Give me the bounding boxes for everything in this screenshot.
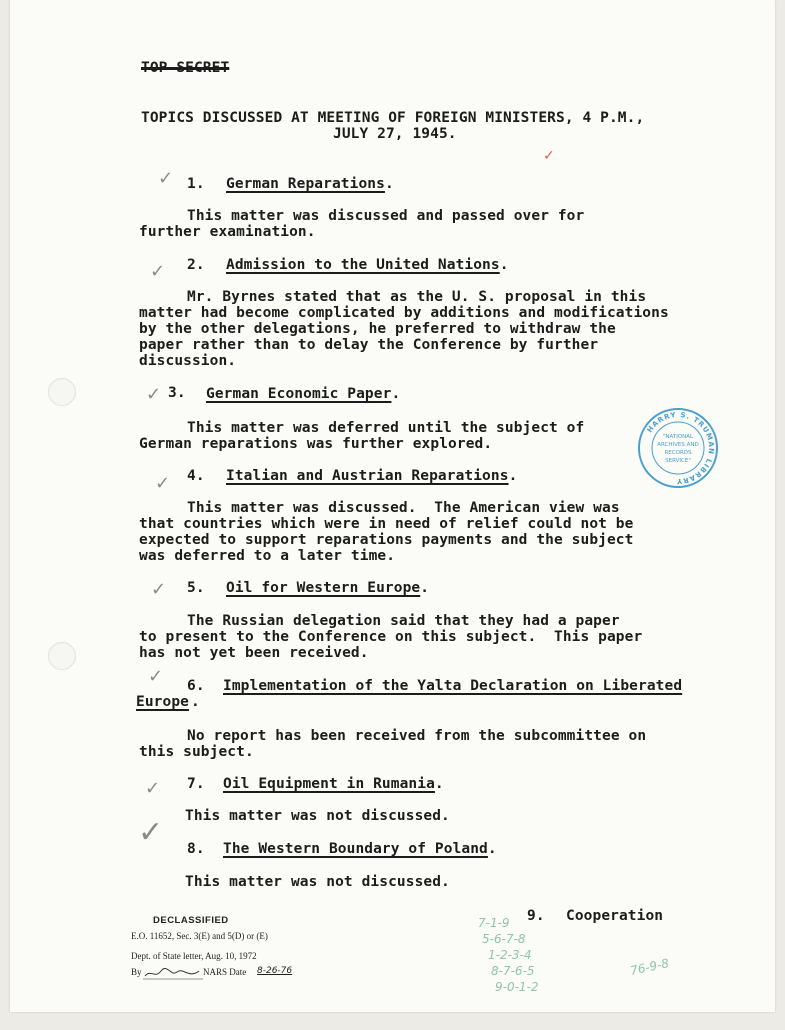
item-body-line: This matter was not discussed. bbox=[185, 874, 450, 890]
item-title-period: . bbox=[434, 776, 444, 792]
pencil-note: 7-1-9 bbox=[478, 916, 510, 930]
document-title-line-2: JULY 27, 1945. bbox=[333, 126, 457, 142]
item-number: 2. bbox=[187, 257, 205, 273]
item-body-line: matter had become complicated by additions and modifications bbox=[139, 305, 669, 321]
document-page bbox=[10, 0, 775, 1012]
hole-punch bbox=[48, 642, 76, 670]
item-title: The Western Boundary of Poland. bbox=[223, 841, 497, 857]
checkmark-icon: ✓ bbox=[155, 473, 171, 494]
item-title: Europe bbox=[136, 694, 189, 710]
checkmark-icon: ✓ bbox=[150, 261, 166, 282]
item-body-line: No report has been received from the subcommittee on bbox=[187, 728, 647, 744]
item-number: 5. bbox=[187, 580, 205, 596]
item-number: 7. bbox=[187, 776, 205, 792]
declassified-authority: E.O. 11652, Sec. 3(E) and 5(D) or (E) bbox=[131, 931, 268, 941]
hole-punch bbox=[48, 378, 76, 406]
item-number: 4. bbox=[187, 468, 205, 484]
item-body-line: This matter was deferred until the subject of bbox=[187, 420, 585, 436]
stamp-line-4: SERVICE" bbox=[665, 458, 691, 464]
declassified-signature-line bbox=[131, 967, 331, 981]
item-body-line: has not yet been received. bbox=[139, 645, 369, 661]
item-number: 6. bbox=[187, 678, 205, 694]
declassified-date: 8-26-76 bbox=[257, 966, 293, 976]
declassified-nars-label: NARS Date bbox=[203, 967, 247, 977]
item-body-line: Mr. Byrnes stated that as the U. S. proposal in this bbox=[187, 289, 647, 305]
item-body-line: German reparations was further explored. bbox=[139, 436, 493, 452]
document-title-line-1: TOPICS DISCUSSED AT MEETING OF FOREIGN MINISTERS, 4 P.M., bbox=[141, 110, 645, 126]
item-title: Cooperation bbox=[566, 908, 664, 924]
pencil-note: 9-0-1-2 bbox=[495, 980, 539, 994]
item-title-period: . bbox=[420, 580, 430, 596]
item-body-line: that countries which were in need of relief could not be bbox=[139, 516, 634, 532]
item-number: 9. bbox=[527, 908, 545, 924]
item-title-period: . bbox=[508, 468, 518, 484]
item-body-line: paper rather than to delay the Conference by further bbox=[139, 337, 599, 353]
stamp-line-3: RECORDS bbox=[664, 450, 692, 456]
classification-marking: TOP SECRET bbox=[141, 60, 230, 76]
checkmark-icon: ✓ bbox=[146, 384, 162, 405]
item-body-line: was deferred to a later time. bbox=[139, 548, 396, 564]
pencil-note: 8-7-6-5 bbox=[491, 964, 535, 978]
item-number: 3. bbox=[168, 385, 186, 401]
item-title: German Economic Paper. bbox=[206, 386, 401, 402]
item-body-line: to present to the Conference on this subject. This paper bbox=[139, 629, 643, 645]
checkmark-icon: ✓ bbox=[138, 815, 164, 850]
item-title-period: . bbox=[499, 257, 509, 273]
item-title-period: . bbox=[487, 841, 497, 857]
item-body-line: by the other delegations, he preferred to withdraw the bbox=[139, 321, 616, 337]
checkmark-icon: ✓ bbox=[158, 168, 174, 189]
item-title: German Reparations. bbox=[226, 176, 394, 192]
item-title: Implementation of the Yalta Declaration on Liberated bbox=[223, 678, 683, 694]
item-title: Admission to the United Nations. bbox=[226, 257, 509, 273]
checkmark-icon: ✓ bbox=[151, 579, 167, 600]
declassified-letter: Dept. of State letter, Aug. 10, 1972 bbox=[131, 951, 257, 961]
stamp-line-2: ARCHIVES AND bbox=[657, 442, 699, 448]
item-body-line: This matter was discussed. The American view was bbox=[187, 500, 620, 516]
red-checkmark-icon: ✓ bbox=[543, 148, 555, 164]
pencil-note: 1-2-3-4 bbox=[488, 948, 532, 962]
item-body-line: this subject. bbox=[139, 744, 254, 760]
item-number: 1. bbox=[187, 176, 205, 192]
item-body-line: This matter was not discussed. bbox=[185, 808, 450, 824]
pencil-note: 5-6-7-8 bbox=[482, 932, 526, 946]
declassified-heading: DECLASSIFIED bbox=[153, 915, 229, 926]
item-title-period: . bbox=[191, 694, 200, 710]
item-body-line: discussion. bbox=[139, 353, 237, 369]
item-body-line: expected to support reparations payments and the subject bbox=[139, 532, 634, 548]
checkmark-icon: ✓ bbox=[145, 778, 161, 799]
item-title: Italian and Austrian Reparations. bbox=[226, 468, 518, 484]
checkmark-icon: ✓ bbox=[148, 666, 164, 687]
stamp-line-1: "NATIONAL bbox=[662, 434, 694, 440]
item-title-period: . bbox=[391, 386, 401, 402]
declassified-by-label: By bbox=[131, 967, 142, 977]
stamp-ring-text: HARRY S. TRUMAN LIBRARY bbox=[645, 410, 716, 486]
truman-library-stamp bbox=[637, 407, 719, 489]
item-body-line: This matter was discussed and passed over for bbox=[187, 208, 585, 224]
item-title: Oil for Western Europe. bbox=[226, 580, 430, 596]
item-body-line: further examination. bbox=[139, 224, 316, 240]
item-title: Oil Equipment in Rumania. bbox=[223, 776, 444, 792]
item-number: 8. bbox=[187, 841, 205, 857]
handwritten-initials-signature bbox=[143, 967, 203, 981]
item-title-period: . bbox=[384, 176, 394, 192]
item-body-line: The Russian delegation said that they had a paper bbox=[187, 613, 620, 629]
pencil-note-right: 76-9-8 bbox=[628, 956, 671, 978]
